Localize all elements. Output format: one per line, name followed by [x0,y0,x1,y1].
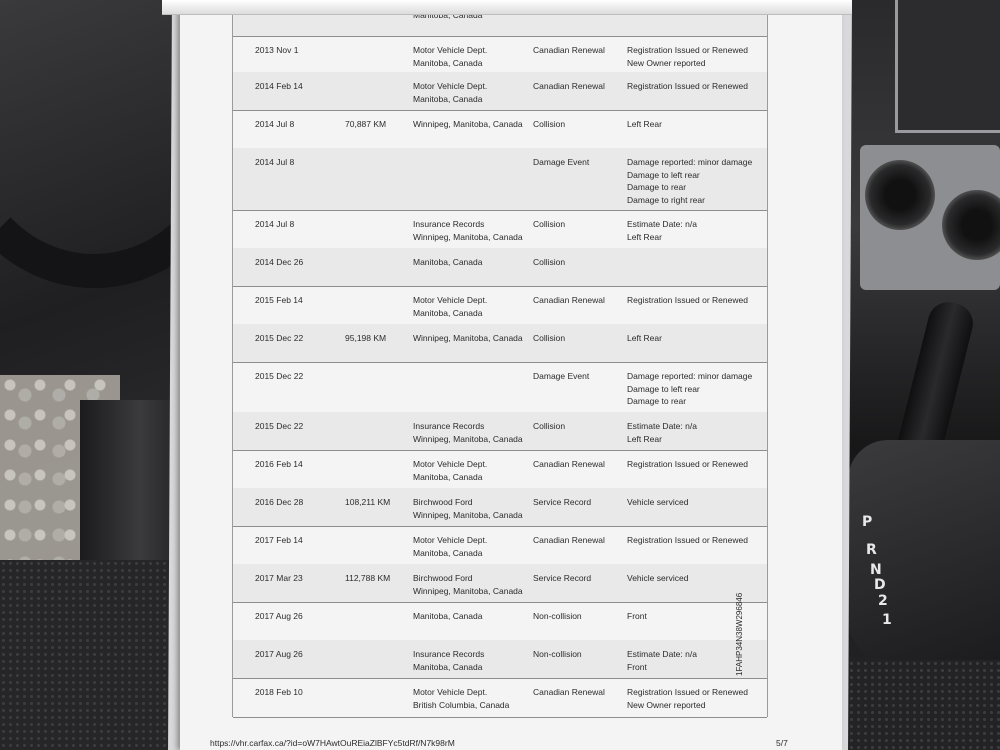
details-cell-line: Front [627,611,647,621]
details-cell-line: Damage to left rear [627,169,700,180]
event-type-cell: Collision [533,119,566,129]
source-cell-line: Motor Vehicle Dept. [413,535,488,545]
table-row [233,72,767,111]
date-cell: 2017 Feb 14 [255,535,303,545]
source-cell [413,80,487,105]
table-row [233,678,767,718]
source-cell-line: Birchwood Ford [413,573,473,583]
source-cell-line: Winnipeg, Manitoba, Canada [413,509,523,520]
details-cell-line: Damage to rear [627,396,687,406]
source-cell-line: Motor Vehicle Dept. [413,45,488,55]
table-row [233,564,767,603]
source-cell-line: Manitoba, Canada [413,611,483,621]
page-number: 5/7 [776,738,788,748]
details-cell [627,648,697,673]
gear-letter: D [874,577,886,593]
odometer-cell: 112,788 KM [345,573,391,583]
details-cell [627,44,748,69]
source-cell [413,294,487,319]
source-cell-line: Winnipeg, Manitoba, Canada [413,433,523,444]
gear-letter: 1 [882,612,892,628]
details-cell-line: Damage to left rear [627,383,700,394]
source-cell-line: Winnipeg, Manitoba, Canada [413,119,523,129]
event-type-cell: Canadian Renewal [533,295,605,305]
details-cell [627,534,748,547]
source-cell-line: Manitoba, Canada [413,471,483,482]
details-cell [627,80,748,93]
details-cell [627,156,752,206]
source-cell-line: Insurance Records [413,219,485,229]
date-cell: 2018 Feb 10 [255,687,303,697]
details-cell-line: Damage reported: minor damage [627,371,753,381]
passenger-seat [848,660,1000,750]
details-cell [627,218,697,243]
date-cell: 2017 Aug 26 [255,649,303,659]
source-cell [413,648,484,673]
source-cell [413,458,487,483]
details-cell-line: Front [627,661,647,672]
event-type-cell: Non-collision [533,649,582,659]
date-cell: 2013 Nov 1 [255,45,299,55]
source-cell-line: Motor Vehicle Dept. [413,687,488,697]
source-cell-line: Insurance Records [413,649,485,659]
table-row [233,148,767,211]
details-cell-line: Damage reported: minor damage [627,157,753,167]
details-cell-line: Left Rear [627,119,662,129]
radio-panel [895,0,1000,133]
vehicle-history-table [232,0,768,717]
event-type-cell: Non-collision [533,611,582,621]
odometer-cell: 108,211 KM [345,497,391,507]
source-cell-line: Manitoba, Canada [413,547,483,558]
details-cell-line: Registration Issued or Renewed [627,81,748,91]
odometer-cell: 95,198 KM [345,333,387,343]
date-cell: 2015 Dec 22 [255,333,304,343]
details-cell [627,332,662,345]
source-cell-line: Insurance Records [413,421,485,431]
date-cell: 2014 Feb 14 [255,81,303,91]
event-type-cell: Service Record [533,573,592,583]
source-cell-line: Manitoba, Canada [413,257,483,267]
folded-page-edge [162,0,852,15]
report-url: https://vhr.carfax.ca/?id=oW7HAwtOuREiaZlBFYc5tdRf/N7k98rM [210,738,455,748]
details-cell-line: Estimate Date: n/a [627,219,697,229]
event-type-cell: Canadian Renewal [533,459,605,469]
source-cell-line: Winnipeg, Manitoba, Canada [413,231,523,242]
source-cell [413,572,523,597]
source-cell-line: Motor Vehicle Dept. [413,459,488,469]
source-cell-line: Manitoba, Canada [413,57,483,68]
details-cell [627,370,752,408]
source-cell-line: Winnipeg, Manitoba, Canada [413,585,523,596]
event-type-cell: Damage Event [533,157,590,167]
event-type-cell: Collision [533,219,566,229]
source-cell-line: British Columbia, Canada [413,699,510,710]
gear-letter: P [862,514,873,530]
details-cell-line: Damage to rear [627,182,687,192]
date-cell: 2014 Jul 8 [255,157,295,167]
table-row [233,450,767,489]
details-cell [627,496,688,509]
details-cell-line: New Owner reported [627,699,706,710]
details-cell-line: Registration Issued or Renewed [627,535,748,545]
gear-letter: 2 [878,593,888,609]
table-row [233,602,767,641]
gear-letter: R [866,542,877,558]
details-cell-line: Vehicle serviced [627,497,689,507]
date-cell: 2015 Dec 22 [255,421,304,431]
details-cell-line: Left Rear [627,231,662,242]
table-row [233,210,767,249]
source-cell-line: Manitoba, Canada [413,661,483,672]
details-cell [627,572,688,585]
table-row [233,110,767,149]
source-cell [413,44,487,69]
event-type-cell: Collision [533,333,566,343]
event-type-cell: Canadian Renewal [533,81,605,91]
date-cell: 2015 Feb 14 [255,295,303,305]
table-row [233,412,767,451]
date-cell: 2017 Aug 26 [255,611,303,621]
date-cell: 2016 Dec 28 [255,497,304,507]
event-type-cell: Canadian Renewal [533,45,605,55]
vin-number: 1FAHP34N38W296846 [735,592,744,676]
source-cell-line: Manitoba, Canada [413,93,483,104]
details-cell-line: Registration Issued or Renewed [627,295,748,305]
date-cell: 2017 Mar 23 [255,573,303,583]
details-cell-line: New Owner reported [627,57,706,68]
table-row [233,526,767,565]
details-cell-line: Registration Issued or Renewed [627,45,748,55]
source-cell [413,686,509,711]
event-type-cell: Canadian Renewal [533,687,605,697]
source-cell [413,496,523,521]
source-cell-line: Motor Vehicle Dept. [413,81,488,91]
details-cell [627,686,748,711]
event-type-cell: Canadian Renewal [533,535,605,545]
source-cell [413,534,487,559]
air-vent [865,160,935,230]
details-cell-line: Damage to right rear [627,194,705,205]
details-cell-line: Registration Issued or Renewed [627,459,748,469]
table-row [233,324,767,363]
table-row [233,488,767,527]
carfax-report-page [180,0,842,750]
source-cell-line: Motor Vehicle Dept. [413,295,488,305]
source-cell-line: Birchwood Ford [413,497,473,507]
details-cell-line: Estimate Date: n/a [627,649,697,659]
table-row [233,362,767,413]
details-cell [627,610,647,623]
details-cell-line: Registration Issued or Renewed [627,687,748,697]
details-cell [627,294,748,307]
source-cell [413,118,523,131]
source-cell [413,610,482,623]
details-cell [627,118,662,131]
table-row [233,640,767,679]
event-type-cell: Collision [533,421,566,431]
date-cell: 2014 Jul 8 [255,119,295,129]
event-type-cell: Damage Event [533,371,590,381]
details-cell-line: Left Rear [627,333,662,343]
details-cell [627,458,748,471]
details-cell-line: Estimate Date: n/a [627,421,697,431]
source-cell-line: Winnipeg, Manitoba, Canada [413,333,523,343]
table-row [233,248,767,287]
gear-letter: N [870,562,882,578]
table-row [233,286,767,325]
source-cell [413,256,482,269]
source-cell [413,218,523,243]
source-cell [413,420,523,445]
date-cell: 2014 Jul 8 [255,219,295,229]
details-cell-line: Left Rear [627,433,662,444]
source-cell-line: Manitoba, Canada [413,307,483,318]
date-cell: 2016 Feb 14 [255,459,303,469]
odometer-cell: 70,887 KM [345,119,387,129]
table-row [233,36,767,73]
details-cell [627,420,697,445]
event-type-cell: Collision [533,257,566,267]
details-cell-line: Vehicle serviced [627,573,689,583]
date-cell: 2015 Dec 22 [255,371,304,381]
date-cell: 2014 Dec 26 [255,257,304,267]
event-type-cell: Service Record [533,497,592,507]
source-cell [413,332,523,345]
